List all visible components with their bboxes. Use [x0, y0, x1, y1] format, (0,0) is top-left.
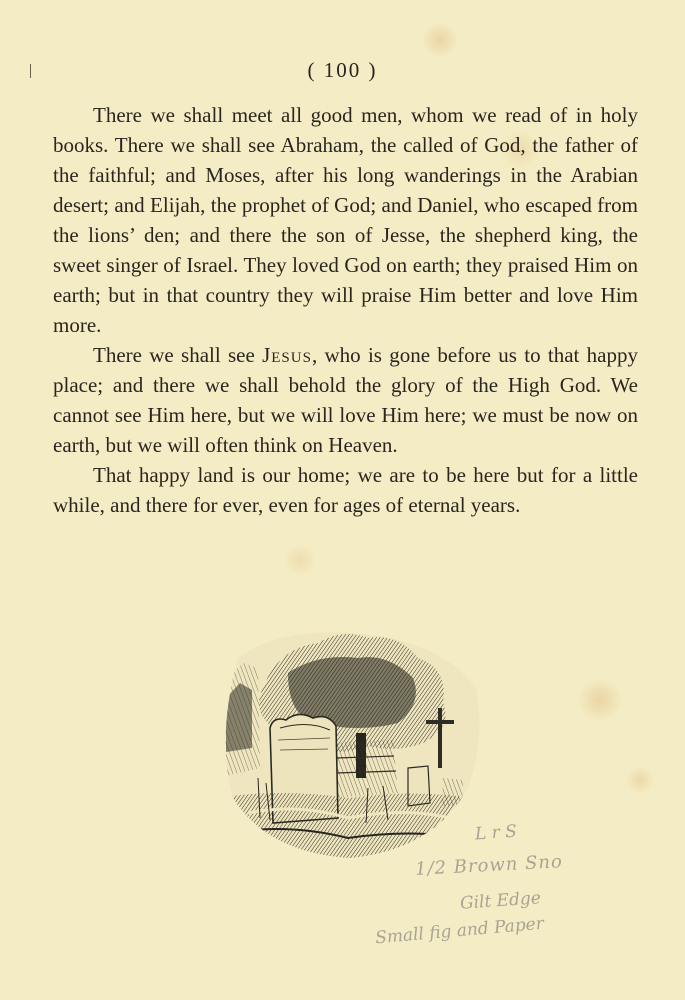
- pencil-note-2: 1/2 Brown Sno: [414, 851, 564, 880]
- paragraph-2-text-b: , who is gone before us to that happy place; and there we shall behold the glory of the High God. We cannot see Him here, but we will love Him here; we must be now on earth, but we will often think on Heaven.: [53, 343, 638, 457]
- body-text: [53, 100, 638, 520]
- paragraph-3-text: That happy land is our home; we are to be here but for a little while, and there for ever, even for ages of eternal years.: [53, 463, 638, 517]
- pencil-note-3: Gilt Edge: [459, 888, 542, 914]
- paragraph-1-text: There we shall meet all good men, whom we read of in holy books. There we shall see Abraham, the called of God, the father of the faithful; and Moses, after his long wanderings in the Arabian desert; and Elijah, the prophet of God; and Daniel, who escaped from the lions’ den; and there the son of Jesse, the shepherd king, the sweet singer of Israel. They loved God on earth; they praised Him on earth; but in that country they will praise Him better and love Him more.: [53, 103, 638, 337]
- pencil-notes: [370, 815, 670, 955]
- paragraph-1: [53, 100, 638, 340]
- paragraph-2-name-jesus: Jesus: [262, 343, 312, 367]
- paragraph-2: [53, 340, 638, 460]
- paragraph-2-text-a: There we shall see: [93, 343, 263, 367]
- pencil-note-4: Small fig and Paper: [374, 913, 545, 949]
- page-number: ( 100 ): [307, 58, 378, 82]
- pencil-note-1: L r S: [474, 821, 518, 845]
- paragraph-3: [53, 460, 638, 520]
